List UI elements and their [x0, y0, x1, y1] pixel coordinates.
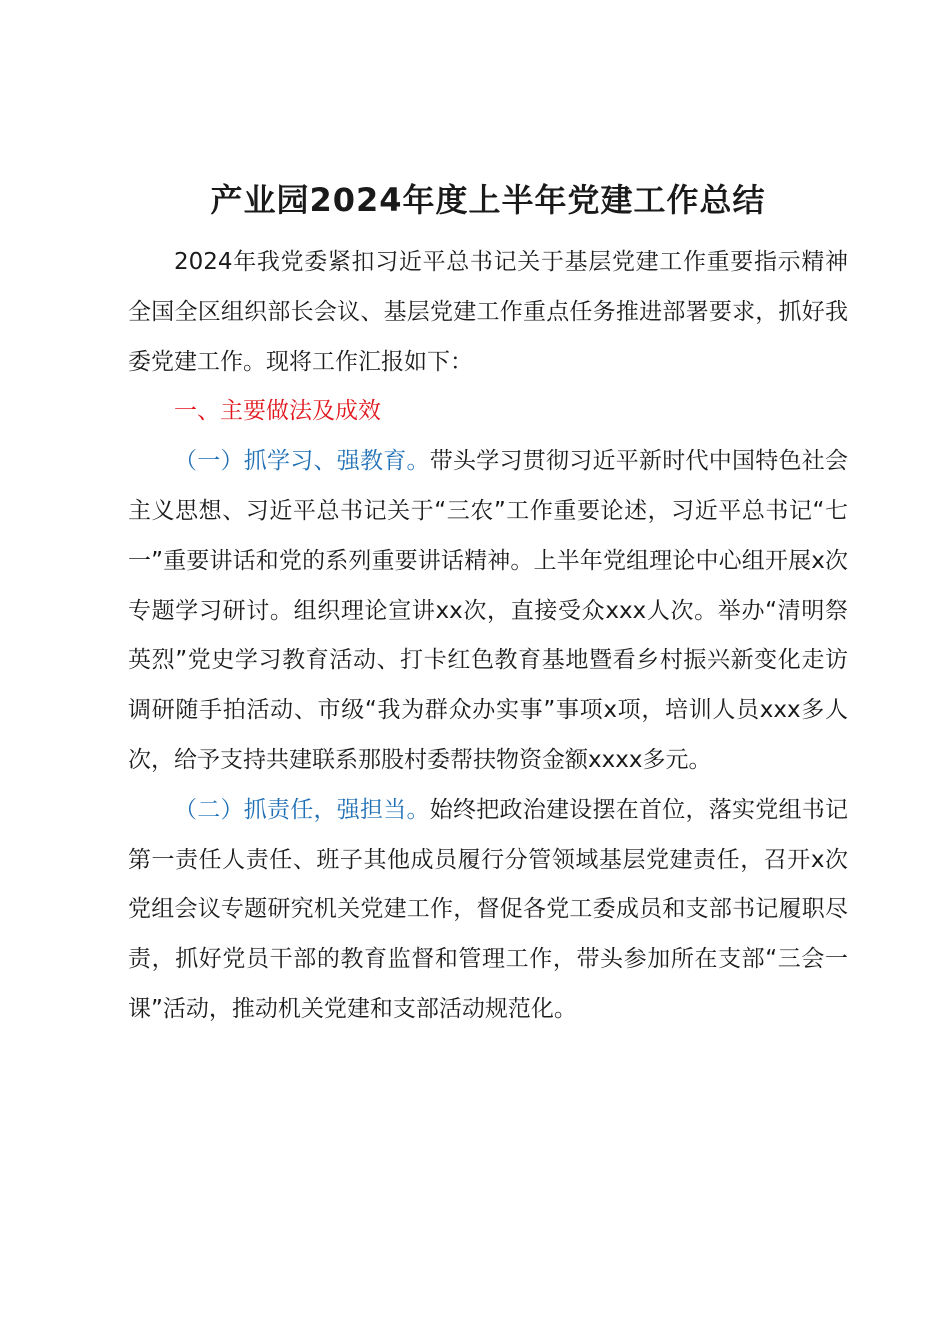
document-title: 产业园2024年度上半年党建工作总结: [210, 181, 766, 219]
item-body-study-education: 带头学习贯彻习近平新时代中国特色社会主义思想、习近平总书记关于“三农”工作重要论述，习近平总书记“七一”重要讲话和党的系列重要讲话精神。上半年党组理论中心组开展x次专题学习研讨。组织理论宣讲xx次，直接受众xxx人次。举办“清明祭英烈”党史学习教育活动、打卡红色教育基地暨看乡村振兴新变化走访调研随手拍活动、市级“我为群众办实事”事项x项，培训人员xxx多人次，给予支持共建联系那股村委帮扶物资金额xxxx多元。: [128, 448, 848, 773]
item-paragraph-responsibility: [128, 786, 848, 1035]
item-body-responsibility: 始终把政治建设摆在首位，落实党组书记第一责任人责任、班子其他成员履行分管领域基层党建责任，召开x次党组会议专题研究机关党建工作，督促各党工委成员和支部书记履职尽责，抓好党员干部的教育监督和管理工作，带头参加所在支部“三会一课”活动，推动机关党建和支部活动规范化。: [128, 796, 848, 1022]
section-heading-main-practices: 一、主要做法及成效: [174, 398, 381, 425]
document-page: [128, 176, 848, 1035]
item-heading-study-education: （一）抓学习、强教育。: [174, 448, 430, 475]
item-heading-responsibility: （二）抓责任，强担当。: [174, 796, 430, 823]
intro-paragraph: 2024年我党委紧扣习近平总书记关于基层党建工作重要指示精神全国全区组织部长会议、基层党建工作重点任务推进部署要求，抓好我委党建工作。现将工作汇报如下：: [128, 249, 848, 375]
item-paragraph-study-education: [128, 437, 848, 786]
